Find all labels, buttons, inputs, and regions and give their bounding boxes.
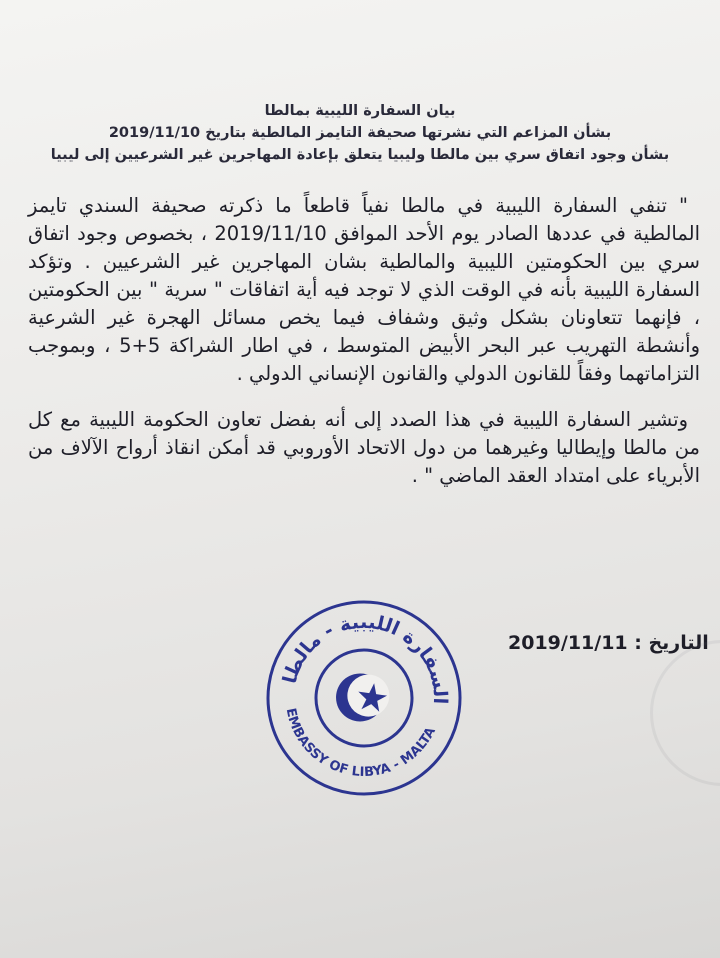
date-line [508, 632, 709, 654]
statement-title: بيان السفارة الليبية بمالطا [264, 103, 456, 119]
statement-body [28, 192, 700, 508]
date-label: التاريخ : [634, 632, 709, 654]
statement-subtitle-1: بشأن المزاعم التي نشرتها صحيفة التايمز المالطية بتاريخ 2019/11/10 [108, 125, 612, 141]
crescent-star-icon [333, 670, 392, 725]
stamp-english-text: EMBASSY OF LIBYA - MALTA [282, 706, 439, 781]
ghost-stamp-imprint [650, 640, 720, 786]
embassy-stamp [251, 585, 477, 811]
statement-subtitle-2: بشأن وجود اتفاق سري بين مالطا وليبيا يتعلق بإعادة المهاجرين غير الشرعيين إلى ليبيا [50, 147, 670, 163]
statement-header [0, 100, 720, 166]
stamp-arabic-text: السفارة الليبية - مالطا [278, 610, 452, 705]
body-paragraph-1: " تنفي السفارة الليبية في مالطا نفياً قاطعاً ما ذكرته صحيفة السندي تايمز المالطية في عددها الصادر يوم الأحد الموافق 2019/11/10 ، بخصوص وجود اتفاق سري بين الحكومتين الليبية والمالطية بشان المهاجرين غير الشرعيين . وتؤكد السفارة الليبية بأنه في الوقت الذي لا توجد فيه أية اتفاقات " سرية " بين الحكومتين ، فإنهما تتعاونان بشكل وثيق وشفاف فيما يخص مسائل الهجرة غير الشرعية وأنشطة التهريب عبر البحر الأبيض المتوسط ، في اطار الشراكة 5+5 ، وبموجب التزاماتهما وفقاً للقانون الدولي والقانون الإنساني الدولي . [28, 194, 701, 385]
body-paragraph-2: وتشير السفارة الليبية في هذا الصدد إلى أنه بفضل تعاون الحكومة الليبية مع كل من مالطا وإيطاليا وغيرهما من دول الاتحاد الأوروبي قد أمكن انقاذ أرواح الآلاف من الأبرياء على امتداد العقد الماضي " . [28, 408, 700, 487]
date-value: 2019/11/11 [508, 632, 628, 654]
